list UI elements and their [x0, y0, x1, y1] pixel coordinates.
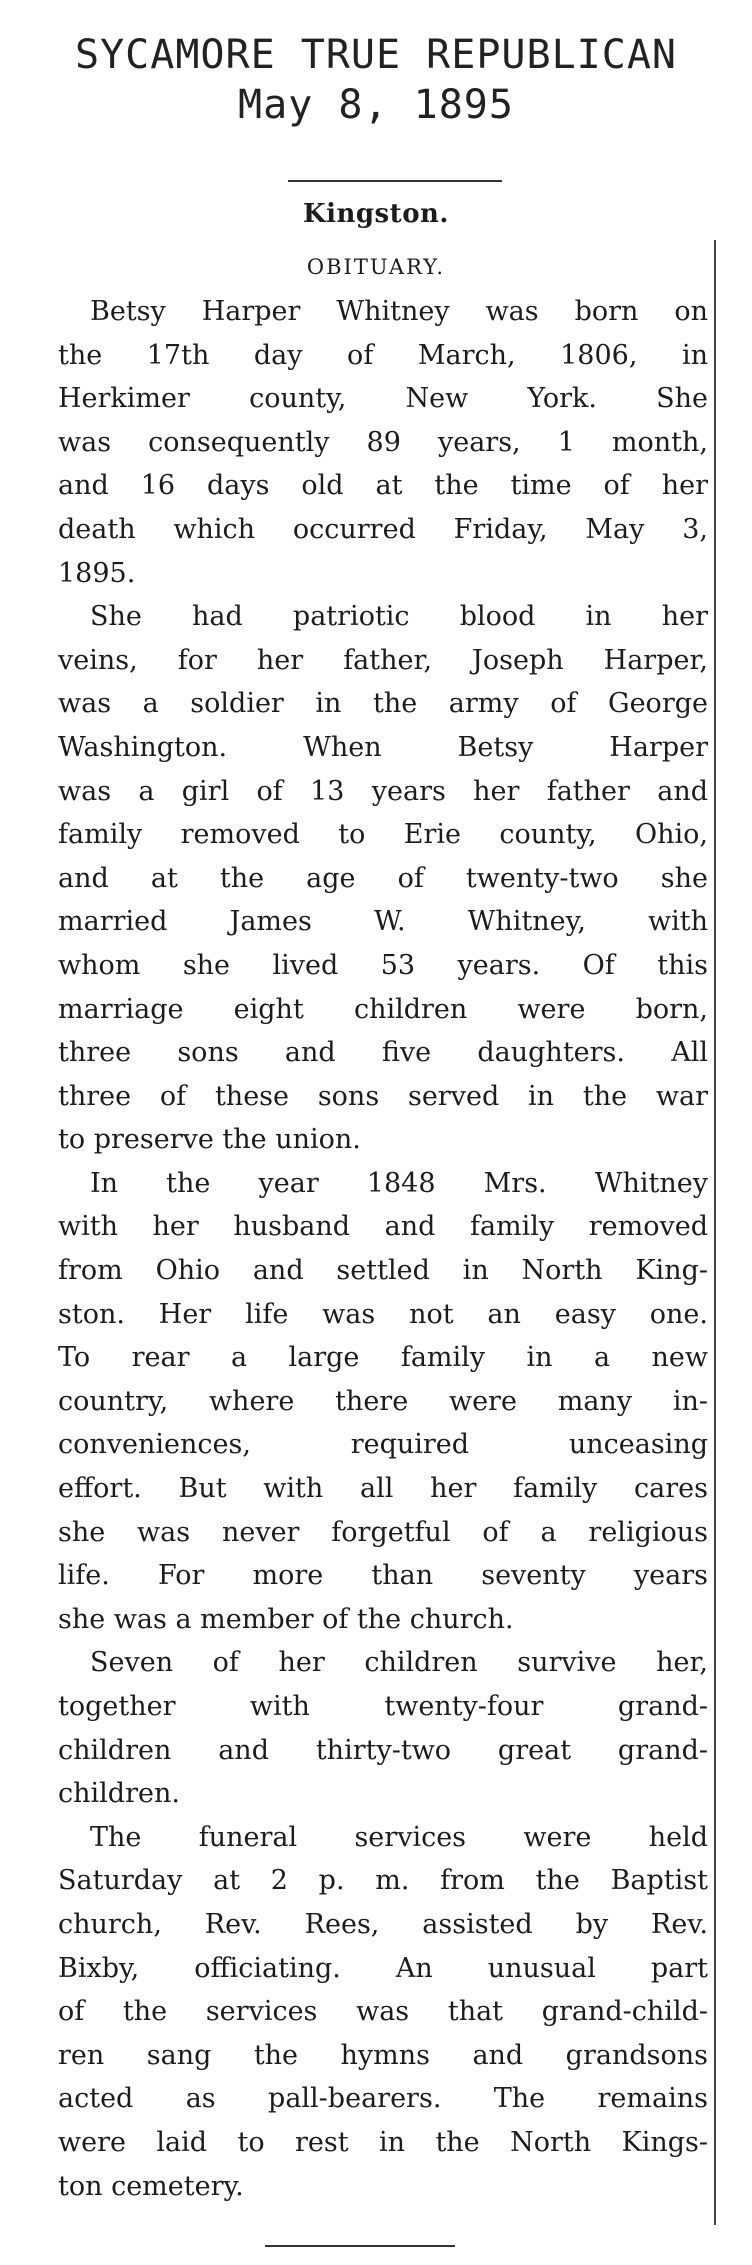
article-paragraph: [58, 1162, 708, 1642]
text-line: effort. But with all her family cares: [58, 1473, 708, 1505]
masthead: [0, 30, 752, 130]
text-line: were laid to rest in the North Kings-: [58, 2126, 708, 2158]
article-paragraph: [58, 1816, 708, 2208]
text-line: To rear a large family in a new: [58, 1342, 708, 1374]
text-line: Seven of her children survive her,: [90, 1647, 708, 1679]
text-line: to preserve the union.: [58, 1124, 361, 1156]
text-line: Washington. When Betsy Harper: [58, 731, 708, 763]
text-line: was a soldier in the army of George: [58, 688, 708, 720]
bottom-rule: [265, 2245, 455, 2247]
column-divider: [714, 240, 716, 2225]
text-line: 1895.: [58, 557, 136, 589]
text-line: death which occurred Friday, May 3,: [58, 513, 708, 545]
text-line: children and thirty-two great grand-: [58, 1734, 708, 1766]
text-line: she was a member of the church.: [58, 1603, 514, 1635]
text-line: and at the age of twenty-two she: [58, 862, 708, 894]
text-line: life. For more than seventy years: [58, 1560, 708, 1592]
text-line: conveniences, required unceasing: [58, 1429, 708, 1461]
text-line: together with twenty-four grand-: [58, 1691, 708, 1722]
text-line: veins, for her father, Joseph Harper,: [58, 644, 708, 676]
text-line: Herkimer county, New York. She: [58, 383, 708, 415]
text-line: was consequently 89 years, 1 month,: [58, 426, 708, 458]
text-line: In the year 1848 Mrs. Whitney: [90, 1167, 708, 1199]
text-line: three of these sons served in the war: [58, 1080, 708, 1112]
text-line: church, Rev. Rees, assisted by Rev.: [58, 1908, 708, 1940]
text-line: she was never forgetful of a religious: [58, 1516, 708, 1548]
article-paragraph: [58, 1641, 708, 1815]
text-line: children.: [58, 1778, 180, 1810]
place-heading: Kingston.: [302, 199, 449, 229]
text-line: The funeral services were held: [90, 1821, 708, 1853]
article-paragraph: [58, 595, 708, 1162]
text-line: from Ohio and settled in North King-: [58, 1255, 708, 1287]
newspaper-name: SYCAMORE TRUE REPUBLICAN: [75, 32, 677, 78]
text-line: and 16 days old at the time of her: [58, 470, 708, 502]
article-paragraph: [58, 290, 708, 595]
issue-date: May 8, 1895: [238, 82, 514, 128]
section-heading: OBITUARY.: [306, 255, 446, 279]
text-line: family removed to Erie county, Ohio,: [58, 819, 708, 851]
text-line: was a girl of 13 years her father and: [58, 775, 708, 807]
text-line: married James W. Whitney, with: [58, 906, 708, 938]
text-line: Saturday at 2 p. m. from the Baptist: [58, 1865, 708, 1897]
text-line: ton cemetery.: [58, 2170, 244, 2202]
text-line: Bixby, officiating. An unusual part: [58, 1952, 708, 1984]
text-line: She had patriotic blood in her: [90, 601, 708, 633]
text-line: marriage eight children were born,: [58, 993, 708, 1025]
obituary-article: [58, 290, 708, 2208]
top-rule: [288, 180, 502, 182]
text-line: of the services was that grand-child-: [58, 1996, 708, 2028]
text-line: ren sang the hymns and grandsons: [58, 2039, 708, 2071]
text-line: three sons and five daughters. All: [58, 1037, 708, 1069]
text-line: with her husband and family removed: [58, 1211, 708, 1243]
text-line: whom she lived 53 years. Of this: [58, 949, 708, 981]
text-line: ston. Her life was not an easy one.: [58, 1298, 708, 1330]
text-line: acted as pall-bearers. The remains: [58, 2083, 708, 2115]
text-line: Betsy Harper Whitney was born on: [90, 296, 708, 327]
text-line: country, where there were many in-: [58, 1385, 708, 1417]
text-line: the 17th day of March, 1806, in: [58, 339, 708, 371]
